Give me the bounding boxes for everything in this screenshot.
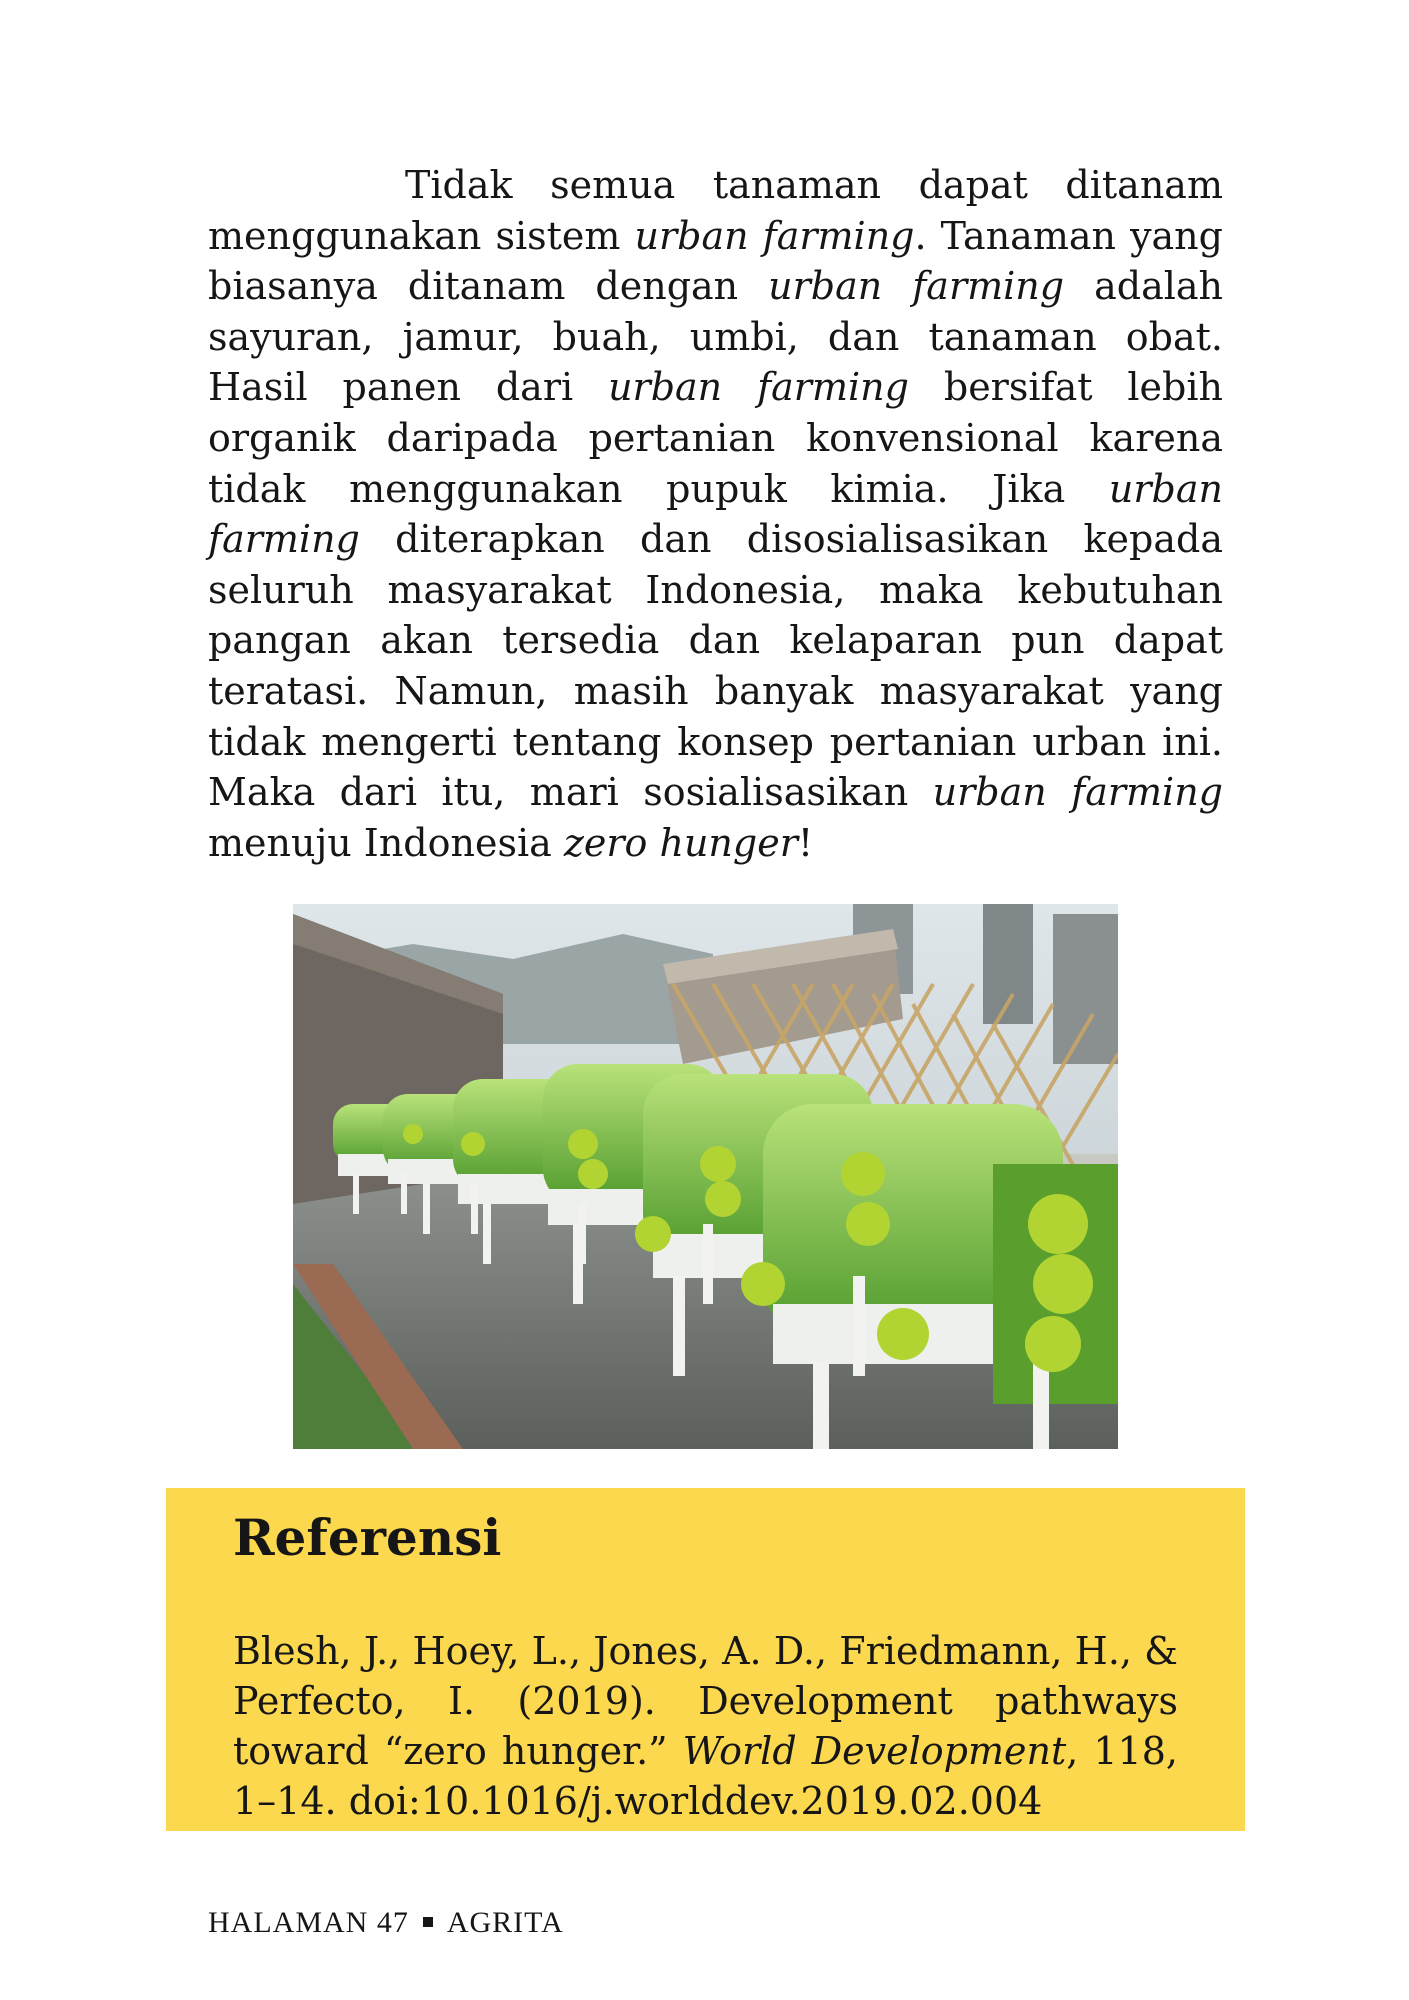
reference-heading: Referensi xyxy=(233,1508,502,1567)
footer-page-label: HALAMAN xyxy=(208,1906,369,1939)
text-run: menuju Indonesia xyxy=(208,820,564,865)
footer-page-number: 47 xyxy=(376,1906,409,1939)
italic-term: urban farming xyxy=(768,264,1065,309)
italic-term: urban farming xyxy=(634,213,915,258)
text-run: ! xyxy=(797,820,814,865)
italic-term: urban farming xyxy=(932,770,1223,815)
bullet-separator-icon xyxy=(423,1917,433,1927)
italic-term: urban farming xyxy=(208,466,1223,562)
text-run: . Tanaman yang biasanya ditanam dengan xyxy=(208,213,1223,309)
urban-farming-photo xyxy=(293,904,1118,1449)
text-run: Tidak semua tanaman dapat ditanam menggunakan sistem xyxy=(208,163,1223,258)
italic-term: zero hunger xyxy=(563,820,798,865)
page-footer xyxy=(208,1908,564,1938)
footer-publication: AGRITA xyxy=(446,1906,564,1939)
article-paragraph xyxy=(208,160,1223,868)
reference-journal: World Development xyxy=(682,1729,1067,1773)
reference-entry xyxy=(233,1626,1178,1826)
italic-term: urban farming xyxy=(608,365,909,410)
text-run: bersifat lebih organik daripada pertanian konvensional karena tidak menggunakan pupuk kimia. Jika xyxy=(208,365,1223,511)
text-run: adalah sayuran, jamur, buah, umbi, dan tanaman obat. Hasil panen dari xyxy=(208,264,1224,410)
text-run: diterapkan dan disosialisasikan kepada seluruh masyarakat Indonesia, maka kebutuhan pangan akan tersedia dan kelaparan pun dapat teratasi. Namun, masih banyak masyarakat yang tidak mengerti tentang konsep pertanian urban ini. Maka dari itu, mari sosialisasikan xyxy=(208,517,1223,815)
reference-details: , 118, 1–14. doi:10.1016/j.worlddev.2019.02.004 xyxy=(233,1729,1178,1823)
reference-box xyxy=(166,1488,1245,1831)
reference-authors: Blesh, J., Hoey, L., Jones, A. D., Friedmann, H., & Perfecto, I. (2019). Development pathways toward “zero hunger.” xyxy=(233,1629,1178,1773)
